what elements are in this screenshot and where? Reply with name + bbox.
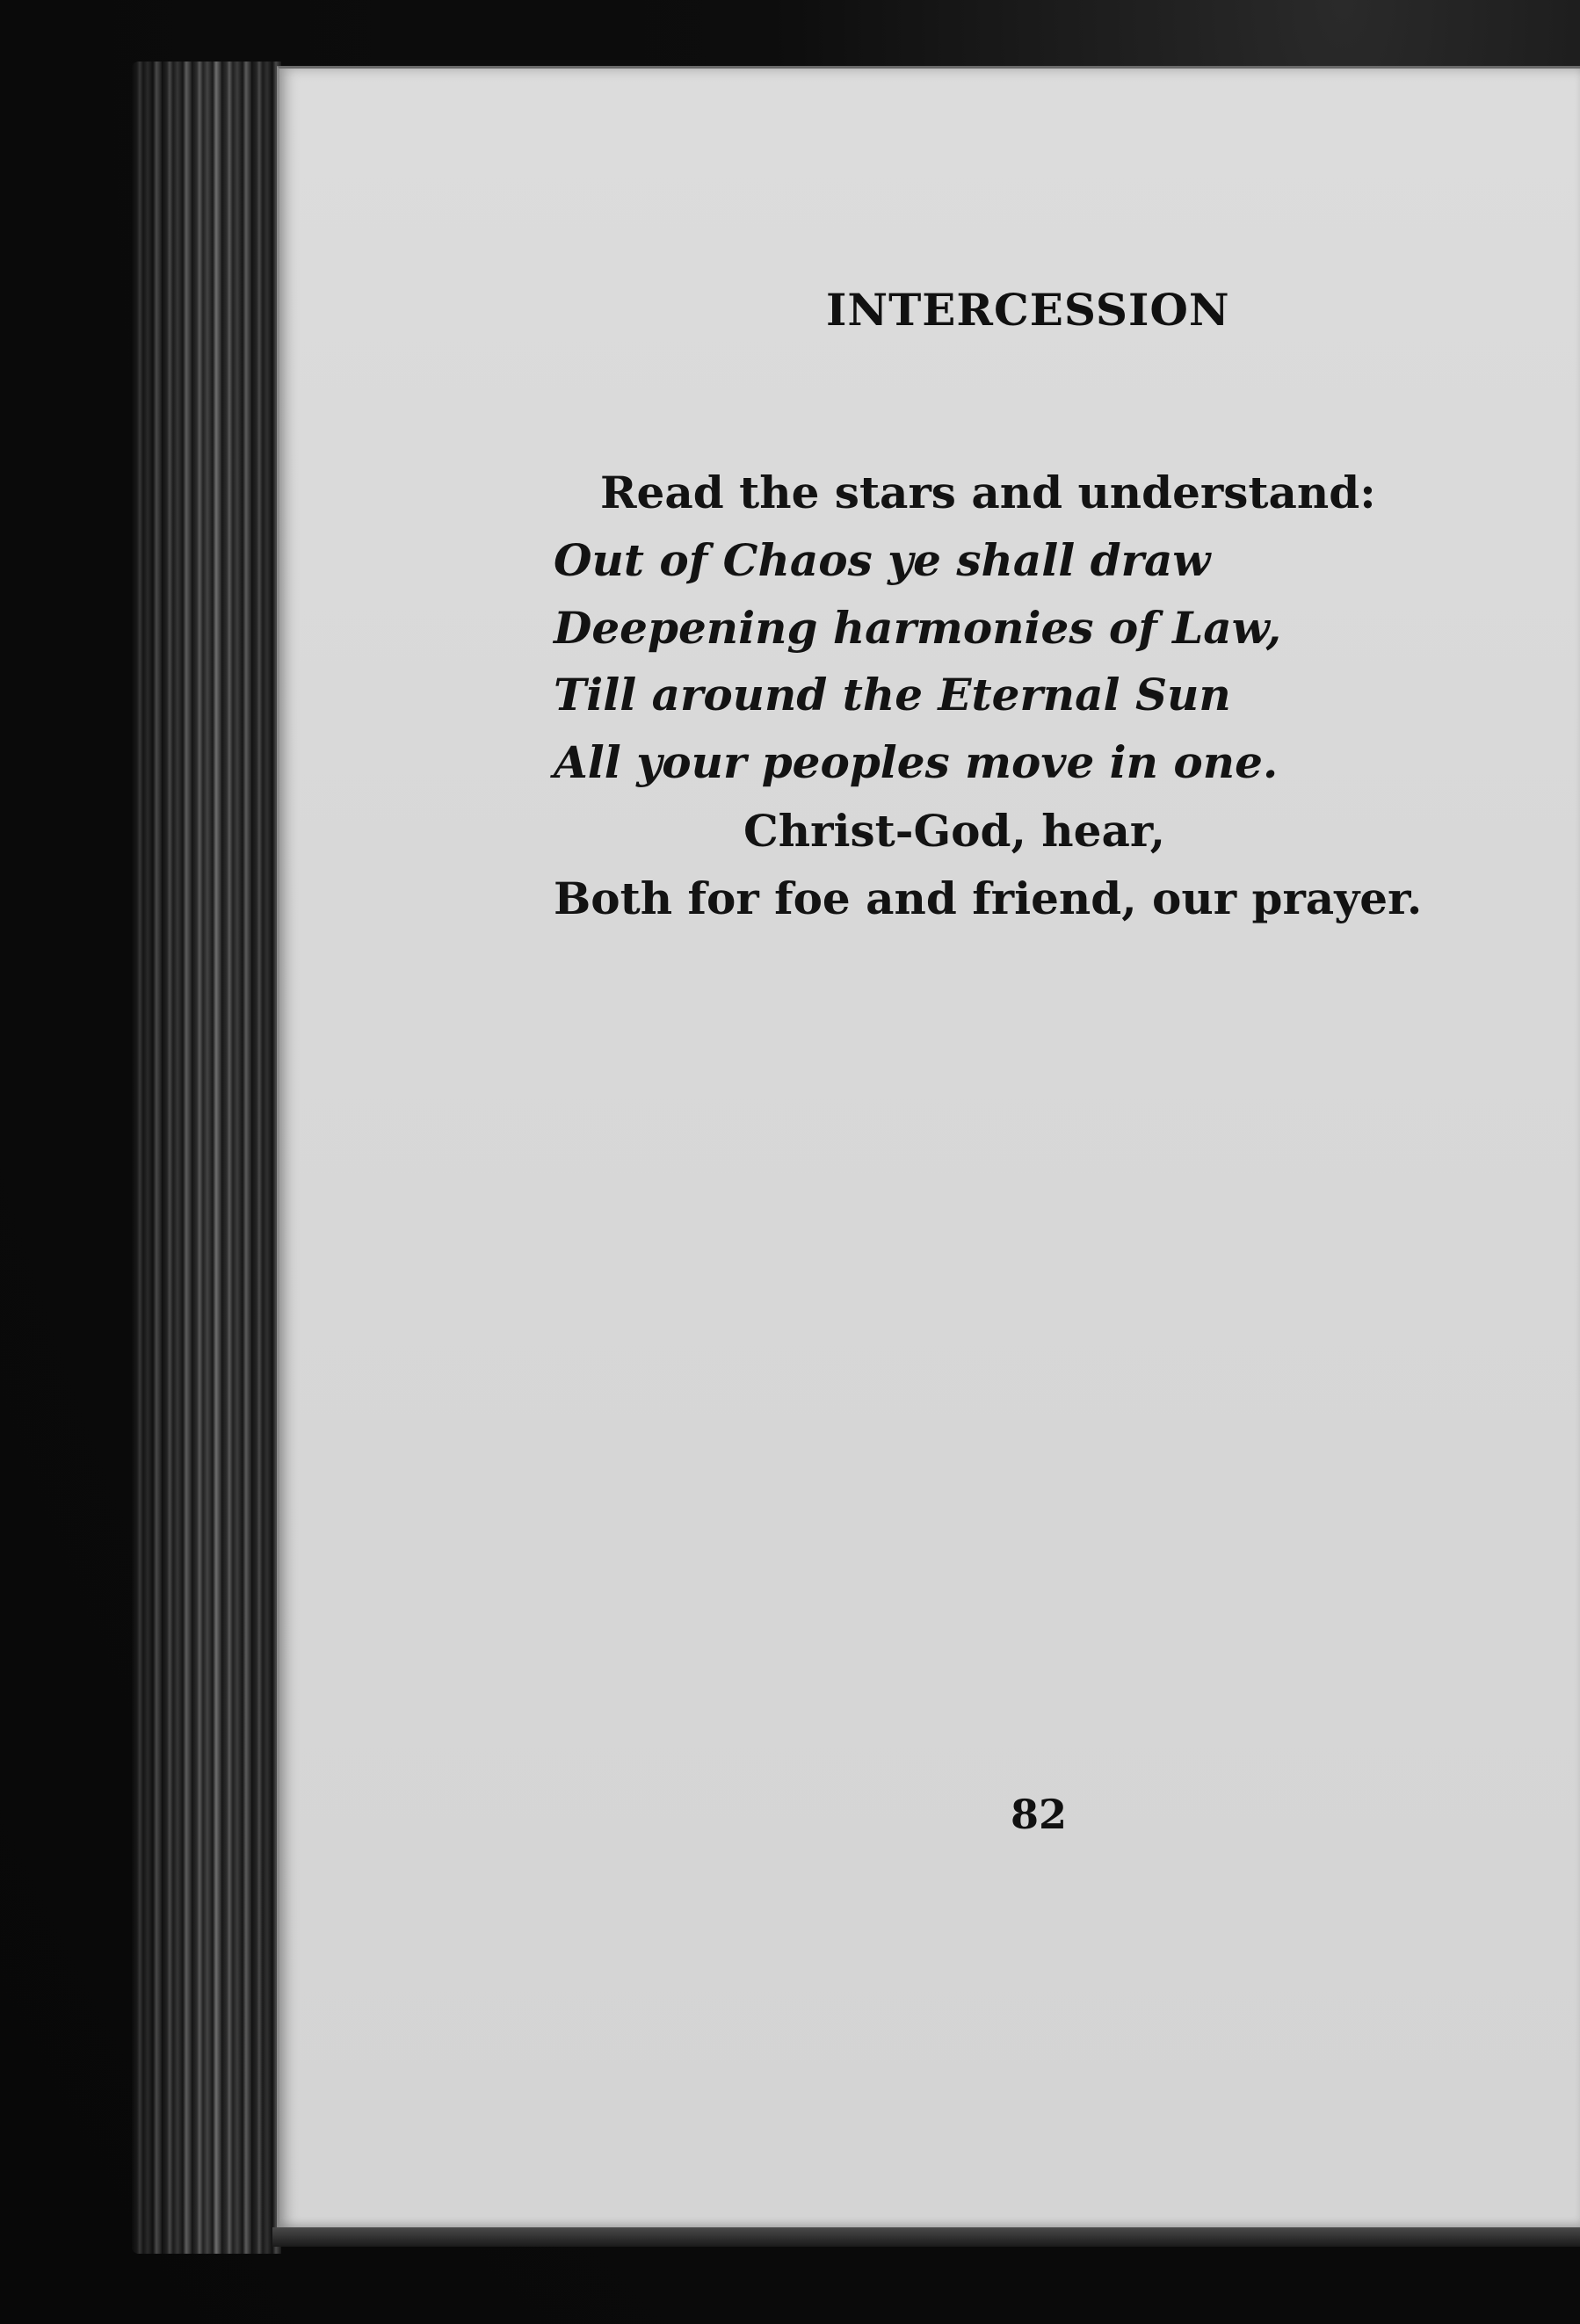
page-bottom-edge xyxy=(272,2227,1580,2247)
poem-line: Read the stars and understand: xyxy=(600,467,1376,518)
poem-line: All your peoples move in one. xyxy=(554,736,1279,788)
poem-line: Christ-God, hear, xyxy=(743,805,1165,857)
poem-line: Till around the Eternal Sun xyxy=(554,669,1231,720)
page-number: 82 xyxy=(1011,1791,1068,1838)
book-page xyxy=(277,66,1580,2230)
poem-body xyxy=(279,69,1580,2230)
poem-title: INTERCESSION xyxy=(826,284,1230,336)
poem-line: Out of Chaos ye shall draw xyxy=(554,534,1211,586)
poem-line: Deepening harmonies of Law, xyxy=(554,602,1282,654)
poem-line: Both for foe and friend, our prayer. xyxy=(554,872,1423,924)
book-spine-shadow xyxy=(132,62,281,2254)
